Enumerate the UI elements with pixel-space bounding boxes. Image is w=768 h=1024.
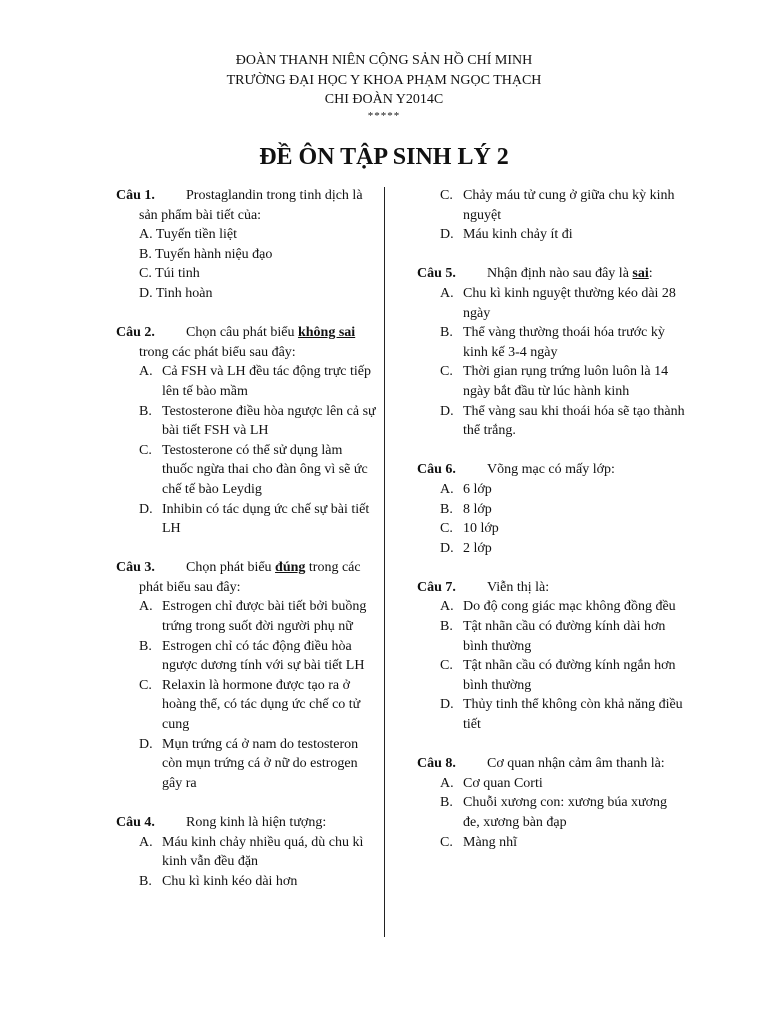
question-number: Câu 1. [116,188,155,203]
option-c [417,656,687,695]
option-text: Màng nhĩ [463,834,518,850]
question-text-post: trong các phát biểu sau đây: [139,560,361,595]
option-a [116,362,376,401]
option-key: B. [440,501,453,517]
option-b [417,793,687,832]
option-text: Mụn trứng cá ở nam do testosteron còn mụn trứng cá ở nữ do estrogen gây ra [162,736,359,791]
question-stem [116,558,376,597]
question-number: Câu 3. [116,560,155,576]
option-c [116,676,376,735]
question-stem [417,460,687,480]
option-d [417,539,687,559]
option-c [116,441,376,500]
question-1 [116,186,376,304]
header-stars: ***** [367,109,401,122]
option-key: D. [440,697,454,713]
option-d [116,735,376,794]
option-c [417,362,687,401]
option-a [116,833,376,872]
question-stem [116,813,376,833]
option-key: A. [440,481,454,497]
option-text: Testosterone có thể sử dụng làm thuốc ngừa thai cho đàn ông vì sẽ ức chế tế bào Leydig [162,442,368,497]
option-a [417,480,687,500]
option-text: Thể vàng sau khi thoái hóa sẽ tạo thành thể trắng. [463,403,685,439]
option-d [417,225,687,245]
option-text: Tật nhãn cầu có đường kính dài hơn bình thường [463,619,666,654]
question-number: Câu 6. [417,462,456,478]
option-key: A. [440,285,454,301]
option-text: Cơ quan Corti [463,775,543,791]
question-stem [417,264,687,284]
option-text: Inhibin có tác dụng ức chế sự bài tiết LH [162,501,370,537]
option-list [417,597,687,734]
option-key: B. [139,403,152,419]
document-title: ĐỀ ÔN TẬP SINH LÝ 2 [259,144,509,170]
option-text: Cả FSH và LH đều tác động trực tiếp lên tế bào mầm [162,364,371,399]
option-d [417,402,687,441]
option-key: B. [440,619,453,635]
option-d [417,695,687,734]
option-key: D. [440,540,454,556]
option-key: B. [440,795,453,811]
question-7 [417,578,687,735]
question-stem [116,186,376,225]
option-text: 10 lớp [463,521,499,537]
option-text: Do độ cong giác mạc không đồng đều [463,599,676,615]
question-text: Prostaglandin trong tinh dịch là sản phẩm bài tiết của: [139,188,363,223]
option-d [116,500,376,539]
question-emphasis: đúng [275,560,306,576]
option-text: Thời gian rụng trứng luôn luôn là 14 ngày bắt đầu từ lúc hành kinh [463,364,669,399]
question-stem [116,323,376,362]
question-text-pre: Nhận định nào sau đây là [487,266,633,282]
option-text: 8 lớp [463,501,492,517]
option-key: C. [440,834,453,850]
question-text: Võng mạc có mấy lớp: [487,462,615,478]
option-text: Chuỗi xương con: xương búa xương đe, xương bàn đạp [463,795,668,830]
option-text: Máu kinh chảy ít đi [463,227,573,243]
option-c [417,833,687,853]
question-2 [116,323,376,539]
question-number: Câu 7. [417,579,456,595]
option-a [116,597,376,636]
option-c [417,186,687,225]
option-list [417,284,687,441]
option-text: Relaxin là hormone được tạo ra ở hoàng thể, có tác dụng ức chế co tử cung [162,677,361,733]
option-key: B. [440,325,453,341]
question-5 [417,264,687,440]
option-key: B. [139,638,152,654]
question-number: Câu 8. [417,756,456,772]
question-stem [417,754,687,774]
left-column [116,186,376,911]
option-key: A. [139,834,153,850]
option-key: C. [139,442,152,458]
option-b [116,402,376,441]
option-b [417,617,687,656]
option-list [116,833,376,892]
option-text: Testosterone điều hòa ngược lên cả sự bài tiết FSH và LH [162,403,376,439]
question-8 [417,754,687,852]
question-text-pre: Chọn phát biểu [186,560,276,576]
option-text: Estrogen chỉ có tác động điều hòa ngược dương tính với sự bài tiết LH [162,638,365,674]
question-text-pre: Chọn câu phát biểu [186,325,298,341]
option-c [417,519,687,539]
right-column [417,186,687,872]
option-key: C. [440,658,453,674]
option-text: Estrogen chỉ được bài tiết bởi buồng trứng trong suốt đời người phụ nữ [162,599,367,635]
option-key: C. [440,188,453,203]
option-list [417,186,687,245]
option-b [417,500,687,520]
option-text: Tật nhãn cầu có đường kính ngắn hơn bình thường [463,658,676,693]
question-4-continued [417,186,687,245]
option-key: D. [139,736,153,752]
question-number: Câu 2. [116,325,155,341]
option-list [417,480,687,558]
option-key: A. [139,364,153,380]
question-4 [116,813,376,891]
question-number: Câu 5. [417,266,456,282]
question-text-post: trong các phát biểu sau đây: [139,344,296,360]
option-text: Chu kì kinh nguyệt thường kéo dài 28 ngày [463,285,676,321]
option-list [417,774,687,852]
option-key: C. [440,521,453,537]
option-d: D. Tinh hoàn [139,285,213,301]
option-key: C. [139,677,152,693]
option-b: B. Tuyến hành niệu đạo [139,246,273,262]
option-list [116,597,376,793]
option-b [417,323,687,362]
option-key: A. [139,599,153,615]
option-text: 2 lớp [463,540,492,556]
column-divider [384,187,385,937]
option-text: 6 lớp [463,481,492,497]
option-key: B. [139,873,152,889]
question-3 [116,558,376,793]
header-organization: ĐOÀN THANH NIÊN CỘNG SẢN HỒ CHÍ MINH [235,53,533,68]
option-text: Chu kì kinh kéo dài hơn [162,873,298,889]
option-text: Chảy máu tử cung ở giữa chu kỳ kinh nguyệt [463,188,675,223]
question-emphasis: không sai [297,325,356,341]
question-text: Cơ quan nhận cảm âm thanh là: [487,756,665,772]
option-c: C. Túi tinh [139,266,200,282]
option-key: A. [440,775,454,791]
question-number: Câu 4. [116,815,155,830]
question-text: Rong kinh là hiện tượng: [186,815,327,830]
option-text: Thủy tinh thể không còn khả năng điều tiết [463,697,683,733]
option-b [116,637,376,676]
option-a [417,284,687,323]
header-class: CHI ĐOÀN Y2014C [324,92,444,108]
option-key: A. [440,599,454,615]
question-text-post: : [648,266,653,282]
document-header [0,51,768,122]
question-stem [417,578,687,598]
option-list [116,362,376,538]
option-b [116,872,376,892]
option-key: C. [440,364,453,380]
question-emphasis: sai [632,266,649,282]
option-list [116,225,376,303]
option-a [417,597,687,617]
option-a: A. Tuyến tiền liệt [139,227,238,243]
option-key: D. [440,227,454,243]
option-key: D. [139,501,153,517]
header-university: TRƯỜNG ĐẠI HỌC Y KHOA PHẠM NGỌC THẠCH [226,72,542,88]
question-text: Viễn thị là: [487,579,550,595]
option-key: D. [440,403,454,419]
option-a [417,774,687,794]
option-text: Thể vàng thường thoái hóa trước kỳ kinh kế 3-4 ngày [463,325,665,360]
question-6 [417,460,687,558]
option-text: Máu kinh chảy nhiều quá, dù chu kì kinh vẫn đều đặn [162,834,364,870]
